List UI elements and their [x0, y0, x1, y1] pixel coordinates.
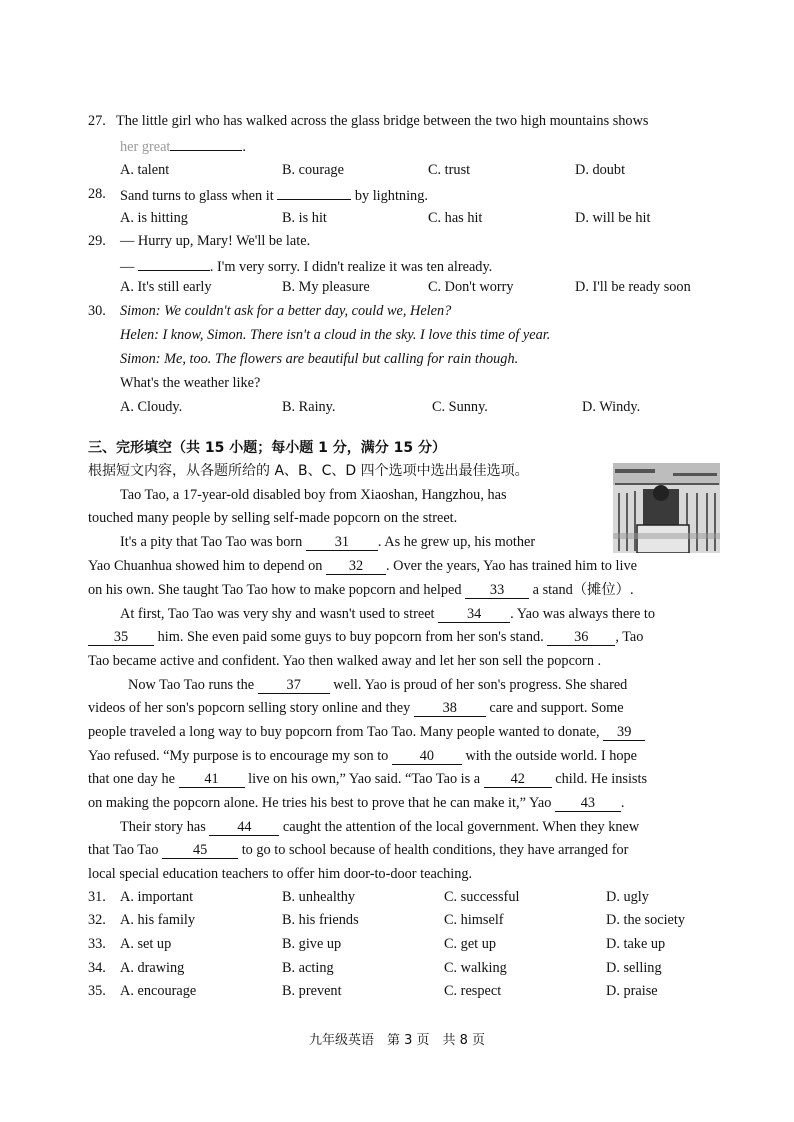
question-30-option-d: D. Windy. — [582, 399, 641, 415]
answer-blank — [138, 256, 210, 271]
choice-number: 35. — [88, 983, 106, 999]
question-28-option-c: C. has hit — [428, 210, 483, 226]
choice-option-c: C. himself — [444, 912, 504, 928]
passage-p5-line3: local special education teachers to offer him door-to-door teaching. — [88, 866, 473, 882]
question-27-stem-cont: her great . — [120, 136, 246, 156]
choice-option-a: A. drawing — [120, 960, 185, 976]
blank-34: 34 — [438, 606, 510, 623]
question-30-option-b: B. Rainy. — [282, 399, 336, 415]
answer-blank — [170, 136, 242, 151]
page-footer: 九年级英语 第 3 页 共 8 页 — [308, 1033, 486, 1048]
question-29-line2: — . I'm very sorry. I didn't realize it was ten already. — [120, 256, 492, 276]
blank-31: 31 — [306, 534, 378, 551]
passage-p5-line1: Their story has 44 caught the attention of the local government. When they knew — [120, 819, 640, 835]
blank-41: 41 — [179, 771, 245, 788]
blank-36: 36 — [547, 629, 615, 646]
blank-45: 45 — [162, 842, 238, 859]
answer-blank — [277, 185, 351, 200]
choice-option-a: A. his family — [120, 912, 196, 928]
blank-35: 35 — [88, 629, 154, 646]
choice-number: 33. — [88, 936, 106, 952]
passage-p4-line2: videos of her son's popcorn selling story online and they 38 care and support. Some — [88, 700, 624, 716]
question-27-option-b: B. courage — [282, 162, 344, 178]
blank-33: 33 — [465, 582, 529, 599]
section-heading: 三、完形填空（共 15 小题；每小题 1 分，满分 15 分） — [88, 440, 446, 456]
passage-p4-line3: people traveled a long way to buy popcorn from Tao Tao. Many people wanted to donate, 39 — [88, 723, 645, 741]
choice-number: 34. — [88, 960, 106, 976]
blank-40: 40 — [392, 748, 462, 765]
choice-option-d: D. ugly — [606, 889, 649, 905]
choice-option-b: B. give up — [282, 936, 342, 952]
passage-p3-line3: Tao became active and confident. Yao then walked away and let her son sell the popcorn . — [88, 653, 602, 669]
choice-option-d: D. selling — [606, 960, 662, 976]
question-29-option-a: A. It's still early — [120, 279, 212, 295]
passage-p4-line5: that one day he 41 live on his own,” Yao said. “Tao Tao is a 42 child. He insists — [88, 771, 648, 787]
question-27-option-c: C. trust — [428, 162, 471, 178]
choice-option-a: A. important — [120, 889, 194, 905]
blank-42: 42 — [484, 771, 552, 788]
passage-p2-line3: on his own. She taught Tao Tao how to make popcorn and helped 33 a stand（摊位）. — [88, 582, 634, 598]
passage-p4-line1: Now Tao Tao runs the 37 well. Yao is proud of her son's progress. She shared — [128, 677, 628, 693]
choice-option-d: D. take up — [606, 936, 666, 952]
question-30-option-a: A. Cloudy. — [120, 399, 183, 415]
blank-44: 44 — [209, 819, 279, 836]
question-30-dialogue-3: Simon: Me, too. The flowers are beautiful but calling for rain though. — [120, 351, 519, 367]
choice-option-b: B. acting — [282, 960, 334, 976]
choice-option-b: B. prevent — [282, 983, 342, 999]
passage-p3-line2: 35 him. She even paid some guys to buy popcorn from her son's stand. 36 , Tao — [88, 628, 643, 646]
question-28-stem: Sand turns to glass when it by lightning. — [120, 185, 428, 205]
blank-38: 38 — [414, 700, 486, 717]
question-30-dialogue-2: Helen: I know, Simon. There isn't a cloud in the sky. I love this time of year. — [120, 327, 551, 343]
passage-p1-line2: touched many people by selling self-made popcorn on the street. — [88, 510, 458, 526]
passage-p5-line2: that Tao Tao 45 to go to school because of health conditions, they have arranged for — [88, 842, 629, 858]
blank-37: 37 — [258, 677, 330, 694]
question-30-option-c: C. Sunny. — [432, 399, 488, 415]
choice-option-b: B. his friends — [282, 912, 359, 928]
passage-p1-line1: Tao Tao, a 17-year-old disabled boy from Xiaoshan, Hangzhou, has — [120, 487, 507, 503]
question-29-option-d: D. I'll be ready soon — [575, 279, 691, 295]
question-27-option-a: A. talent — [120, 162, 170, 178]
choice-number: 32. — [88, 912, 106, 928]
choice-number: 31. — [88, 889, 106, 905]
section-instruction: 根据短文内容，从各题所给的 A、B、C、D 四个选项中选出最佳选项。 — [88, 463, 529, 479]
question-30-number: 30. — [88, 303, 106, 319]
question-number: 27. — [88, 113, 106, 129]
blank-32: 32 — [326, 558, 386, 575]
passage-p4-line6: on making the popcorn alone. He tries his best to prove that he can make it,” Yao 43 . — [88, 795, 625, 811]
choice-option-b: B. unhealthy — [282, 889, 356, 905]
passage-p3-line1: At first, Tao Tao was very shy and wasn't used to street 34 . Yao was always there to — [120, 606, 656, 622]
question-27-option-d: D. doubt — [575, 162, 626, 178]
question-29-line1: — Hurry up, Mary! We'll be late. — [120, 233, 311, 249]
question-28-option-b: B. is hit — [282, 210, 327, 226]
passage-p2-line2: Yao Chuanhua showed him to depend on 32 . Over the years, Yao has trained him to live — [88, 558, 637, 574]
question-29-option-c: C. Don't worry — [428, 279, 514, 295]
blank-43: 43 — [555, 795, 621, 812]
choice-option-d: D. the society — [606, 912, 686, 928]
question-27 — [88, 112, 106, 130]
choice-option-c: C. respect — [444, 983, 502, 999]
question-28-option-d: D. will be hit — [575, 210, 651, 226]
choice-option-c: C. walking — [444, 960, 507, 976]
choice-option-a: A. encourage — [120, 983, 197, 999]
choice-option-d: D. praise — [606, 983, 658, 999]
blank-39: 39 — [603, 724, 645, 741]
question-27-stem: The little girl who has walked across the glass bridge between the two high mountains shows — [116, 113, 649, 129]
choice-option-a: A. set up — [120, 936, 172, 952]
question-30-prompt: What's the weather like? — [120, 375, 261, 391]
passage-p4-line4: Yao refused. “My purpose is to encourage my son to 40 with the outside world. I hope — [88, 748, 638, 764]
passage-photo — [613, 463, 720, 553]
choice-option-c: C. get up — [444, 936, 497, 952]
question-29-option-b: B. My pleasure — [282, 279, 370, 295]
question-28-option-a: A. is hitting — [120, 210, 188, 226]
passage-p2-line1: It's a pity that Tao Tao was born 31 . As he grew up, his mother — [120, 534, 536, 550]
question-28-number: 28. — [88, 186, 106, 202]
question-29-number: 29. — [88, 233, 106, 249]
choice-option-c: C. successful — [444, 889, 520, 905]
question-30-dialogue-1: Simon: We couldn't ask for a better day, could we, Helen? — [120, 303, 452, 319]
